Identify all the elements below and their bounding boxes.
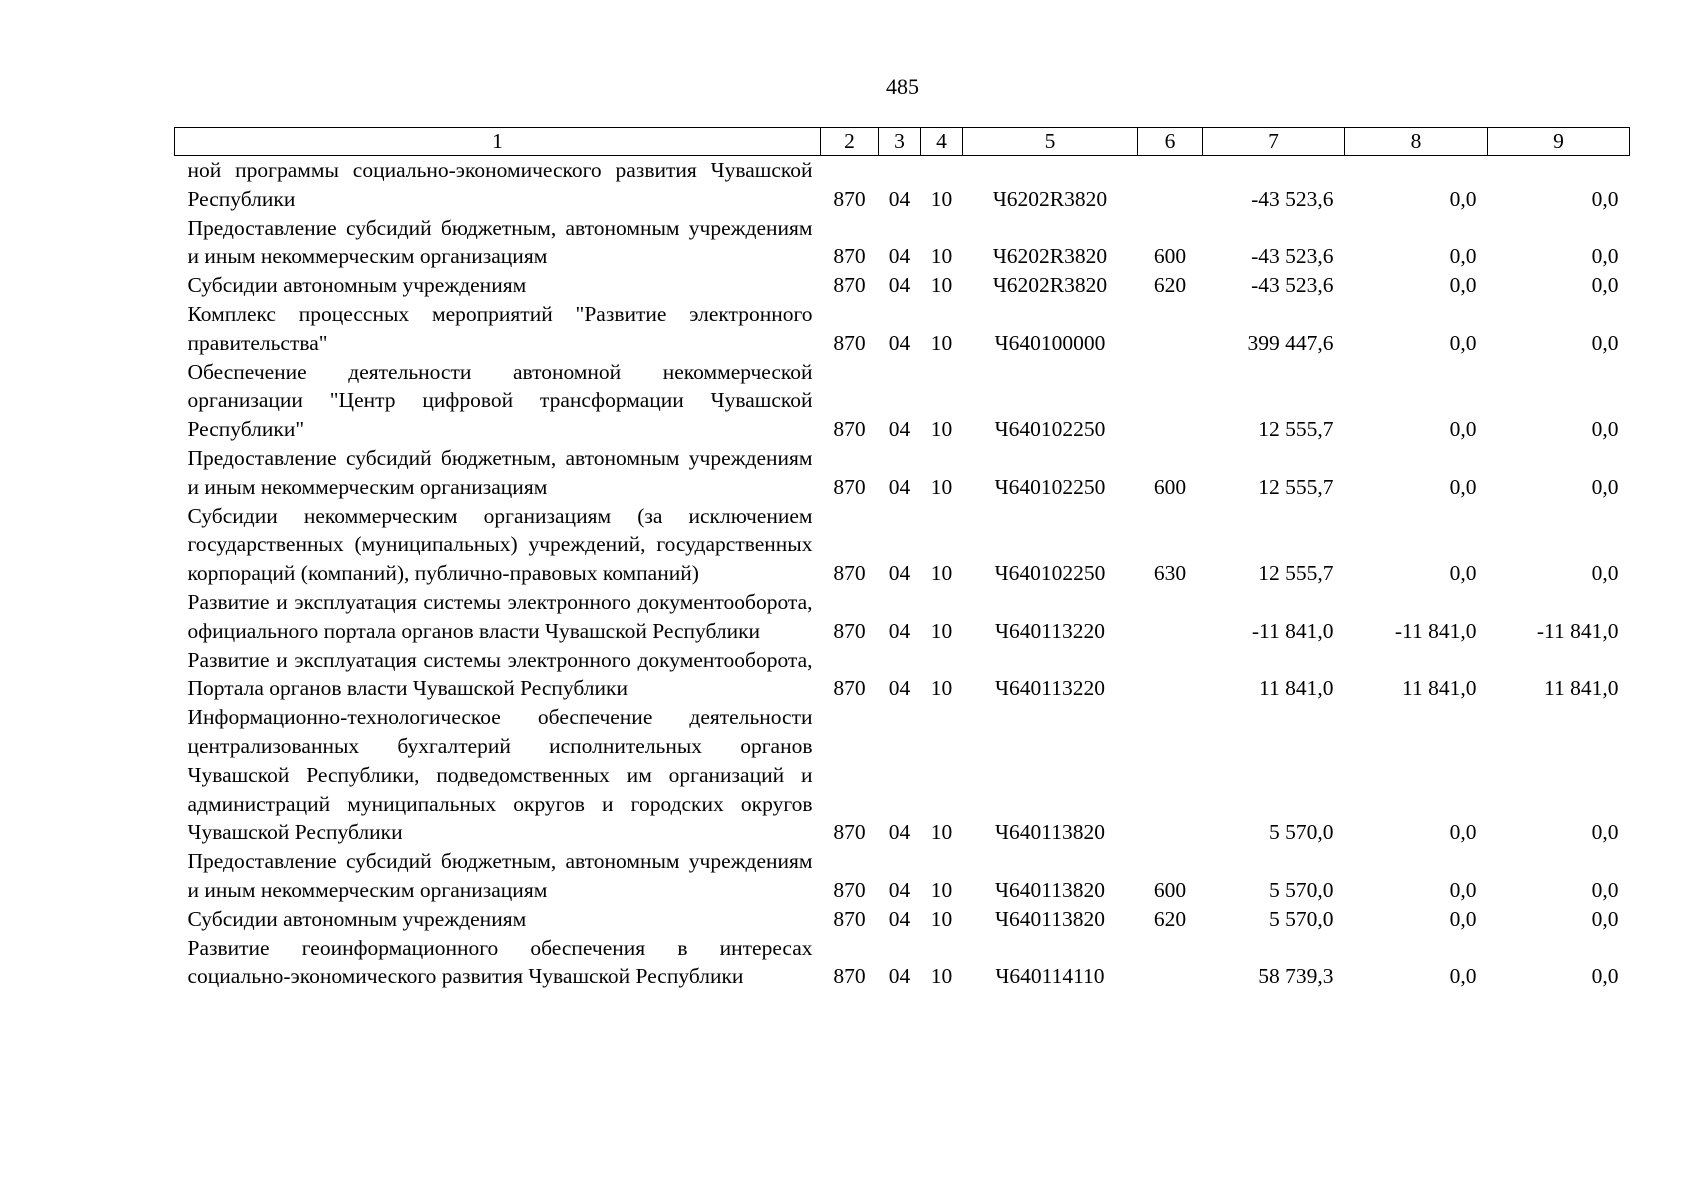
code-section: 04 (888, 877, 911, 902)
column-header-5: 5 (963, 128, 1138, 156)
amount-col-7: 12 555,7 (1258, 474, 1334, 499)
code-expense-type (1138, 934, 1203, 992)
code-subsection: 10 (930, 906, 953, 931)
code-section: 04 (888, 186, 911, 211)
row-name: Информационно-технологическое обеспечение деятельности централизованных бухгалтерий исполнительных органов Чувашской Республики, подведомственных им организаций и администраций муниципальных округов и городских округов Чувашской Республики (187, 705, 813, 845)
column-header-1: 1 (175, 128, 821, 156)
code-ministry: 870 (833, 561, 866, 586)
code-expense-type: 600 (1153, 877, 1187, 902)
code-section: 04 (888, 820, 911, 845)
code-subsection: 10 (930, 273, 953, 298)
code-ministry: 870 (833, 906, 866, 931)
amount-col-9: 0,0 (1591, 417, 1619, 442)
code-subsection: 10 (930, 417, 953, 442)
code-expense-type: 600 (1153, 474, 1187, 499)
amount-col-9: 11 841,0 (1544, 676, 1619, 701)
column-header-3: 3 (879, 128, 921, 156)
column-header-2: 2 (821, 128, 879, 156)
amount-col-7: -43 523,6 (1251, 186, 1334, 211)
table-row (175, 588, 1630, 646)
code-subsection: 10 (930, 330, 953, 355)
code-expense-type: 630 (1153, 561, 1187, 586)
amount-col-8: -11 841,0 (1394, 618, 1477, 643)
code-expense-type (1138, 646, 1203, 704)
row-name: Субсидии некоммерческим организациям (за исключением государственных (муниципальных) учреждений, государственных корпораций (компаний), публично-правовых компаний) (187, 503, 813, 586)
table-row (175, 444, 1630, 502)
code-ministry: 870 (833, 877, 866, 902)
table-row (175, 271, 1630, 300)
code-target-item: Ч640113820 (995, 877, 1105, 902)
code-target-item: Ч6202R3820 (992, 186, 1108, 211)
column-header-8: 8 (1345, 128, 1488, 156)
code-expense-type (1138, 588, 1203, 646)
row-name: Развитие геоинформационного обеспечения в интересах социально-экономического развития Чувашской Республики (187, 935, 813, 989)
code-subsection: 10 (930, 820, 953, 845)
code-ministry: 870 (833, 618, 866, 643)
amount-col-7: 58 739,3 (1258, 964, 1334, 989)
amount-col-8: 0,0 (1449, 417, 1477, 442)
amount-col-9: 0,0 (1591, 330, 1619, 355)
column-header-9: 9 (1488, 128, 1630, 156)
amount-col-7: 399 447,6 (1247, 330, 1334, 355)
amount-col-8: 0,0 (1449, 330, 1477, 355)
amount-col-8: 0,0 (1449, 877, 1477, 902)
code-ministry: 870 (833, 244, 866, 269)
amount-col-8: 0,0 (1449, 906, 1477, 931)
amount-col-9: 0,0 (1591, 244, 1619, 269)
amount-col-7: -11 841,0 (1251, 618, 1334, 643)
code-section: 04 (888, 964, 911, 989)
amount-col-8: 0,0 (1449, 244, 1477, 269)
amount-col-8: 0,0 (1449, 474, 1477, 499)
table-row (175, 905, 1630, 934)
code-expense-type: 600 (1153, 244, 1187, 269)
code-ministry: 870 (833, 186, 866, 211)
amount-col-7: 11 841,0 (1259, 676, 1334, 701)
code-target-item: Ч6202R3820 (992, 273, 1108, 298)
code-target-item: Ч640114110 (995, 964, 1105, 989)
code-target-item: Ч640102250 (994, 474, 1106, 499)
code-subsection: 10 (930, 244, 953, 269)
row-name: Предоставление субсидий бюджетным, автономным учреждениям и иным некоммерческим организациям (187, 445, 813, 499)
code-ministry: 870 (833, 417, 866, 442)
table-row (175, 703, 1630, 847)
code-section: 04 (888, 330, 911, 355)
code-subsection: 10 (930, 964, 953, 989)
amount-col-8: 0,0 (1449, 273, 1477, 298)
code-target-item: Ч640113220 (995, 618, 1105, 643)
code-section: 04 (888, 618, 911, 643)
amount-col-8: 0,0 (1449, 561, 1477, 586)
code-target-item: Ч640113820 (995, 820, 1105, 845)
row-name: Субсидии автономным учреждениям (187, 906, 527, 931)
code-expense-type (1138, 156, 1203, 214)
row-name: Обеспечение деятельности автономной некоммерческой организации "Центр цифровой трансформации Чувашской Республики" (187, 359, 813, 442)
code-expense-type: 620 (1153, 906, 1187, 931)
code-expense-type: 620 (1153, 273, 1187, 298)
amount-col-7: 5 570,0 (1269, 820, 1334, 845)
amount-col-8: 0,0 (1449, 186, 1477, 211)
amount-col-9: 0,0 (1591, 906, 1619, 931)
code-section: 04 (888, 273, 911, 298)
row-name: Предоставление субсидий бюджетным, автономным учреждениям и иным некоммерческим организациям (187, 215, 813, 269)
table-row (175, 934, 1630, 992)
code-section: 04 (888, 417, 911, 442)
row-name: ной программы социально-экономического развития Чувашской Республики (187, 158, 813, 211)
amount-col-8: 0,0 (1449, 820, 1477, 845)
code-ministry: 870 (833, 330, 866, 355)
column-header-4: 4 (921, 128, 963, 156)
row-name: Развитие и эксплуатация системы электронного документооборота, официального портала органов власти Чувашской Республики (187, 589, 813, 643)
code-subsection: 10 (930, 186, 953, 211)
code-target-item: Ч640100000 (994, 330, 1106, 355)
table-row (175, 214, 1630, 272)
code-subsection: 10 (930, 618, 953, 643)
table-row (175, 646, 1630, 704)
code-subsection: 10 (930, 561, 953, 586)
table-body (175, 156, 1630, 992)
code-target-item: Ч640113220 (995, 676, 1105, 701)
table-row (175, 358, 1630, 444)
amount-col-9: -11 841,0 (1536, 618, 1619, 643)
code-section: 04 (888, 676, 911, 701)
code-target-item: Ч6202R3820 (992, 244, 1108, 269)
code-expense-type (1138, 358, 1203, 444)
code-section: 04 (888, 474, 911, 499)
code-target-item: Ч640102250 (994, 561, 1106, 586)
code-expense-type (1138, 300, 1203, 358)
row-name: Развитие и эксплуатация системы электронного документооборота, Портала органов власти Чувашской Республики (187, 647, 813, 701)
code-target-item: Ч640113820 (995, 906, 1105, 931)
row-name: Комплекс процессных мероприятий "Развитие электронного правительства" (187, 301, 813, 355)
code-ministry: 870 (833, 273, 866, 298)
amount-col-7: 5 570,0 (1269, 906, 1334, 931)
amount-col-7: -43 523,6 (1251, 244, 1334, 269)
code-section: 04 (888, 561, 911, 586)
code-section: 04 (888, 244, 911, 269)
table-row (175, 502, 1630, 588)
code-subsection: 10 (930, 676, 953, 701)
amount-col-9: 0,0 (1591, 820, 1619, 845)
code-expense-type (1138, 703, 1203, 847)
amount-col-9: 0,0 (1591, 964, 1619, 989)
row-name: Предоставление субсидий бюджетным, автономным учреждениям и иным некоммерческим организациям (187, 849, 813, 902)
amount-col-7: -43 523,6 (1251, 273, 1334, 298)
amount-col-7: 12 555,7 (1258, 417, 1334, 442)
amount-col-9: 0,0 (1591, 186, 1619, 211)
amount-col-7: 12 555,7 (1258, 561, 1334, 586)
column-header-6: 6 (1138, 128, 1203, 156)
amount-col-9: 0,0 (1591, 273, 1619, 298)
code-subsection: 10 (930, 877, 953, 902)
code-ministry: 870 (833, 676, 866, 701)
table-row (175, 300, 1630, 358)
table-header-row (175, 128, 1630, 156)
amount-col-7: 5 570,0 (1269, 877, 1334, 902)
page-number: 485 (886, 74, 919, 99)
row-name: Субсидии автономным учреждениям (187, 273, 527, 298)
code-ministry: 870 (833, 474, 866, 499)
amount-col-8: 0,0 (1449, 964, 1477, 989)
code-ministry: 870 (833, 820, 866, 845)
budget-table (174, 127, 1630, 991)
code-subsection: 10 (930, 474, 953, 499)
amount-col-9: 0,0 (1591, 561, 1619, 586)
code-target-item: Ч640102250 (994, 417, 1106, 442)
column-header-7: 7 (1203, 128, 1345, 156)
amount-col-9: 0,0 (1591, 877, 1619, 902)
code-ministry: 870 (833, 964, 866, 989)
amount-col-9: 0,0 (1591, 474, 1619, 499)
code-section: 04 (888, 906, 911, 931)
table-row (175, 847, 1630, 905)
amount-col-8: 11 841,0 (1402, 676, 1477, 701)
table-row (175, 156, 1630, 214)
